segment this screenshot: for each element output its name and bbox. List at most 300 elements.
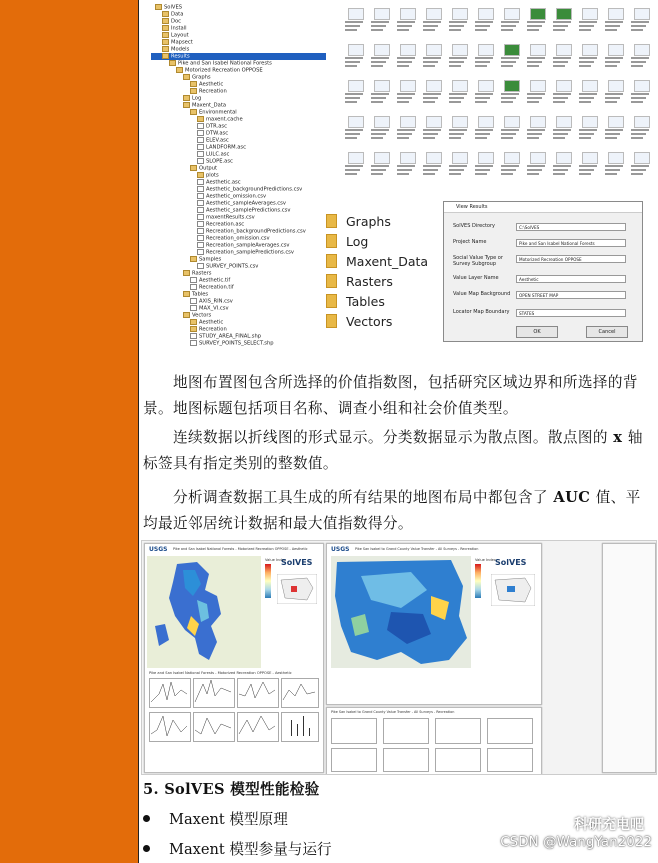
thumbnail-caption [631,169,646,171]
thumbnail-caption [579,97,594,99]
image-thumbnail[interactable] [556,116,572,128]
tree-item[interactable] [197,123,227,130]
image-thumbnail[interactable] [504,8,520,20]
thumbnail-caption [553,129,571,131]
tree-item-label: LULC.asc [206,151,230,158]
tree-item[interactable] [197,228,306,235]
thumbnail-caption [553,25,568,27]
thumbnail-caption [605,61,620,63]
thumbnail-caption [423,133,438,135]
thumbnail-caption [605,65,617,67]
folder-item[interactable] [326,234,368,252]
thumbnail-caption [631,93,649,95]
thumbnail-caption [501,25,516,27]
image-thumbnail[interactable] [582,116,598,128]
thumbnail-caption [371,65,383,67]
tree-item[interactable] [155,4,182,11]
thumbnail-caption [397,29,409,31]
thumbnail-caption [605,93,623,95]
image-thumbnail[interactable] [634,44,650,56]
thumbnail-caption [579,173,591,175]
tree-item-label: Recreation [199,326,227,333]
thumbnail-caption [345,129,363,131]
thumbnail-caption [475,101,487,103]
dialog-select[interactable]: Motorized Recreation OPPOSE [516,255,626,263]
tree-item-label: Aesthetic_samplePredictions.csv [206,207,291,214]
thumbnail-caption [423,173,435,175]
folder-icon [162,53,169,59]
tree-item-label: SolVES [164,4,183,11]
image-thumbnail[interactable] [530,8,546,20]
folder-icon [197,172,204,178]
thumbnail-caption [371,93,389,95]
file-icon [190,333,197,339]
tree-item[interactable] [190,165,217,172]
tree-item[interactable] [197,242,289,249]
file-icon [197,263,204,269]
tree-item-label: Graphs [192,74,211,81]
thumbnail-caption [527,29,539,31]
tree-item[interactable] [197,158,233,165]
thumbnail-caption [501,129,519,131]
image-thumbnail[interactable] [608,152,624,164]
tree-item[interactable] [197,249,294,256]
tree-item[interactable] [162,11,183,18]
tree-item-label: Recreation_samplePredictions.csv [206,249,294,256]
tree-item[interactable] [190,81,223,88]
tree-item[interactable] [197,179,241,186]
tree-item-label: Install [171,25,187,32]
image-thumbnail[interactable] [478,152,494,164]
image-thumbnail[interactable] [608,44,624,56]
folder-icon [183,95,190,101]
dialog-field-label: SolVES Directory [453,223,496,229]
report-page-middle [326,543,542,705]
image-thumbnail[interactable] [608,8,624,20]
folder-icon [190,165,197,171]
file-icon [197,137,204,143]
image-thumbnail[interactable] [582,80,598,92]
folder-item[interactable] [326,254,428,272]
bullet-dot [143,815,150,822]
tree-item-label: Recreation_backgroundPredictions.csv [206,228,306,235]
thumbnail-caption [605,21,623,23]
thumbnail-caption [423,101,435,103]
tree-item-label: Aesthetic.asc [206,179,241,186]
thumbnail-caption [631,57,649,59]
thumbnail-grid-screenshot [342,2,658,180]
thumbnail-caption [397,21,415,23]
image-thumbnail[interactable] [452,8,468,20]
folder-list [326,214,436,340]
image-thumbnail[interactable] [608,80,624,92]
thumbnail-caption [605,133,620,135]
image-thumbnail[interactable] [556,44,572,56]
thumbnail-caption [579,25,594,27]
tree-item-label: LANDFORM.asc [206,144,246,151]
thumbnail-caption [553,93,571,95]
thumbnail-caption [345,97,360,99]
tree-item-label: Doc [171,18,182,25]
tree-item[interactable] [197,172,219,179]
tree-item[interactable] [190,277,230,284]
tree-item[interactable] [197,221,244,228]
directory-field[interactable]: C:\SolVES [516,223,626,231]
tree-item[interactable] [151,53,326,60]
tree-item-label: ELEV.asc [206,137,229,144]
thumbnail-caption [397,173,409,175]
thumbnail-caption [579,61,594,63]
thumbnail-caption [605,169,620,171]
image-thumbnail[interactable] [530,80,546,92]
tree-item[interactable] [162,46,189,53]
image-thumbnail[interactable] [504,116,520,128]
image-thumbnail[interactable] [556,8,572,20]
thumbnail-caption [345,57,363,59]
thumbnail-caption [501,57,519,59]
dialog-title: View Results [444,202,642,213]
image-thumbnail[interactable] [348,152,364,164]
folder-icon [190,109,197,115]
dialog-field-label: Project Name [453,239,487,245]
file-icon [197,179,204,185]
thumbnail-caption [501,65,513,67]
image-thumbnail[interactable] [348,44,364,56]
image-thumbnail[interactable] [634,152,650,164]
thumbnail-caption [553,21,571,23]
tree-item[interactable] [197,207,290,214]
thumbnail-caption [449,129,467,131]
image-thumbnail[interactable] [556,80,572,92]
thumbnail-caption [605,57,623,59]
image-thumbnail[interactable] [530,152,546,164]
thumbnail-caption [449,25,464,27]
cancel-button[interactable]: Cancel [586,326,628,338]
tree-item[interactable] [176,67,263,74]
thumbnail-caption [553,57,571,59]
tree-item[interactable] [197,186,302,193]
image-thumbnail[interactable] [504,152,520,164]
image-thumbnail[interactable] [426,80,442,92]
image-thumbnail[interactable] [400,152,416,164]
thumbnail-caption [475,29,487,31]
tree-item[interactable] [183,95,201,102]
thumbnail-caption [449,29,461,31]
tree-item[interactable] [190,298,233,305]
tree-item[interactable] [183,291,208,298]
tree-item[interactable] [197,144,246,151]
image-thumbnail[interactable] [374,44,390,56]
thumbnail-caption [475,25,490,27]
file-icon [197,151,204,157]
thumbnail-caption [475,169,490,171]
image-thumbnail[interactable] [348,8,364,20]
dialog-field-label: Social Value Type or Survey Subgroup [453,255,503,267]
image-thumbnail[interactable] [478,116,494,128]
tree-item[interactable] [197,151,229,158]
thumbnail-caption [345,93,363,95]
image-thumbnail[interactable] [426,116,442,128]
image-thumbnail[interactable] [556,152,572,164]
thumbnail-caption [397,25,412,27]
thumbnail-caption [553,101,565,103]
image-thumbnail[interactable] [582,8,598,20]
folder-icon [162,25,169,31]
tree-item-label: Recreation [199,88,227,95]
thumbnail-caption [605,137,617,139]
image-thumbnail[interactable] [634,8,650,20]
usgs-logo-mid: USGS [331,546,350,553]
thumbnail-caption [501,101,513,103]
thumbnail-caption [449,173,461,175]
folder-icon [326,214,337,228]
tree-item-label: maxentResults.csv [206,214,255,221]
folder-label: Graphs [346,214,391,229]
tree-item[interactable] [162,39,193,46]
thumbnail-caption [423,29,435,31]
image-thumbnail[interactable] [426,8,442,20]
tree-item[interactable] [190,256,221,263]
thumbnail-caption [553,97,568,99]
thumbnail-caption [345,29,357,31]
file-icon [197,242,204,248]
thumbnail-caption [501,165,519,167]
thumbnail-caption [423,165,441,167]
thumbnail-caption [345,21,363,23]
thumbnail-caption [527,137,539,139]
file-icon [190,340,197,346]
thumbnail-caption [475,21,493,23]
dialog-select[interactable]: Pike and San Isabel National Forests [516,239,626,247]
thumbnail-caption [631,129,649,131]
thumbnail-caption [631,173,643,175]
tree-item[interactable] [197,130,228,137]
locator-map-mid [491,574,535,606]
thumbnail-caption [449,101,461,103]
thumbnail-caption [371,133,386,135]
tree-item[interactable] [190,340,274,347]
tree-item[interactable] [190,333,261,340]
tree-item-label: Models [171,46,190,53]
solves-logo-mid: SolVES [495,558,527,567]
bullet-dot [143,845,150,852]
tree-item[interactable] [190,88,227,95]
image-thumbnail[interactable] [426,44,442,56]
tree-item[interactable] [190,305,229,312]
thumbnail-caption [527,25,542,27]
thumbnail-caption [527,57,545,59]
thumbnail-caption [397,137,409,139]
image-thumbnail[interactable] [452,116,468,128]
tree-item-label: Recreation.asc [206,221,245,228]
thumbnail-caption [449,93,467,95]
tree-item-label: Maxent_Data [192,102,227,109]
dialog-select[interactable]: OPEN STREET MAP [516,291,626,299]
image-thumbnail[interactable] [634,116,650,128]
image-thumbnail[interactable] [452,44,468,56]
tree-item[interactable] [183,102,226,109]
thumbnail-caption [371,61,386,63]
tree-item[interactable] [183,74,211,81]
file-icon [197,214,204,220]
tree-item[interactable] [197,193,266,200]
tree-item-label: DTR.asc [206,123,227,130]
folder-icon [162,11,169,17]
tree-item-label: MAX_VI.csv [199,305,229,312]
image-thumbnail[interactable] [374,116,390,128]
folder-icon [176,67,183,73]
legend-ramp-mid [475,564,481,598]
document-content [139,0,658,863]
image-thumbnail[interactable] [374,8,390,20]
file-icon [197,193,204,199]
tree-item[interactable] [197,263,258,270]
thumbnail-caption [397,101,409,103]
tree-item[interactable] [197,116,243,123]
thumbnail-caption [579,57,597,59]
thumbnail-caption [553,169,568,171]
image-thumbnail[interactable] [608,116,624,128]
thumbnail-caption [475,61,490,63]
thumbnail-caption [423,57,441,59]
tree-item-label: Recreation_sampleAverages.csv [206,242,290,249]
tree-item-label: maxent.cache [206,116,243,123]
file-icon [197,249,204,255]
ok-button[interactable]: OK [516,326,558,338]
thumbnail-caption [371,101,383,103]
map-layout-screenshot [141,540,657,775]
thumbnail-caption [475,65,487,67]
image-thumbnail[interactable] [582,152,598,164]
solves-logo-left: SolVES [281,558,313,567]
watermark-wechat: 科研充电吧 [574,817,644,833]
image-thumbnail[interactable] [504,44,520,56]
thumbnail-caption [475,165,493,167]
image-thumbnail[interactable] [374,80,390,92]
legend-title-left: Value Index [265,558,286,562]
tree-item[interactable] [190,319,223,326]
tree-item[interactable] [190,284,234,291]
image-thumbnail[interactable] [452,80,468,92]
tree-item-label: DTW.asc [206,130,229,137]
thumbnail-caption [371,129,389,131]
folder-item[interactable] [326,274,393,292]
tree-item[interactable] [190,326,227,333]
thumbnail-caption [423,61,438,63]
tree-item[interactable] [197,200,286,207]
thumbnail-caption [397,61,412,63]
file-icon [197,228,204,234]
tree-item[interactable] [197,235,270,242]
folder-icon [326,314,337,328]
tree-item-label: Motorized Recreation OPPOSE [185,67,263,74]
image-thumbnail[interactable] [504,80,520,92]
image-thumbnail[interactable] [426,152,442,164]
thumbnail-caption [423,25,438,27]
thumbnail-caption [501,21,519,23]
tree-item-label: STUDY_AREA_FINAL.shp [199,333,262,340]
thumbnail-caption [475,97,490,99]
thumbnail-caption [631,137,643,139]
dialog-select[interactable]: Aesthetic [516,275,626,283]
image-thumbnail[interactable] [452,152,468,164]
thumbnail-caption [345,25,360,27]
image-thumbnail[interactable] [478,80,494,92]
tree-item[interactable] [190,109,237,116]
tree-item-label: Output [199,165,218,172]
folder-icon [162,32,169,38]
tree-item-label: Recreation.tif [199,284,234,291]
thumbnail-caption [345,101,357,103]
tree-item[interactable] [183,312,211,319]
thumbnail-caption [579,65,591,67]
tree-item-label: Log [192,95,202,102]
thumbnail-caption [527,97,542,99]
thumbnail-caption [605,173,617,175]
image-thumbnail[interactable] [400,44,416,56]
thumbnail-caption [527,173,539,175]
folder-item[interactable] [326,294,385,312]
folder-item[interactable] [326,314,392,332]
thumbnail-caption [605,165,623,167]
thumbnail-caption [553,137,565,139]
tree-item[interactable] [183,270,211,277]
folder-icon [183,291,190,297]
thumbnail-caption [371,173,383,175]
thumbnail-caption [579,129,597,131]
tree-item[interactable] [162,25,187,32]
tree-item[interactable] [197,214,255,221]
thumbnail-caption [475,93,493,95]
thumbnail-caption [553,65,565,67]
image-thumbnail[interactable] [374,152,390,164]
image-thumbnail[interactable] [478,44,494,56]
thumbnail-caption [345,165,363,167]
thumbnail-caption [553,61,568,63]
section-heading: 5. SolVES 模型性能检验 [143,781,320,798]
thumbnail-caption [527,21,545,23]
tree-item[interactable] [162,32,189,39]
tree-item[interactable] [162,18,181,25]
image-thumbnail[interactable] [478,8,494,20]
image-thumbnail[interactable] [634,80,650,92]
thumbnail-caption [579,165,597,167]
folder-item[interactable] [326,214,391,232]
thumbnail-caption [423,21,441,23]
thumbnail-caption [501,169,516,171]
thumbnail-caption [527,169,542,171]
thumbnail-caption [449,137,461,139]
image-thumbnail[interactable] [348,80,364,92]
image-thumbnail[interactable] [400,80,416,92]
image-thumbnail[interactable] [400,116,416,128]
thumbnail-caption [501,137,513,139]
paragraph-2: 连续数据以折线图的形式显示。分类数据显示为散点图。散点图的 x 轴标签具有指定类别的整数值。 [143,429,643,472]
tree-item[interactable] [169,60,272,67]
tree-item[interactable] [197,137,229,144]
file-icon [197,186,204,192]
image-thumbnail[interactable] [530,44,546,56]
image-thumbnail[interactable] [582,44,598,56]
thumbnail-caption [631,97,646,99]
image-thumbnail[interactable] [348,116,364,128]
thumbnail-caption [371,165,389,167]
dialog-select[interactable]: STATES [516,309,626,317]
thumbnail-caption [475,129,493,131]
image-thumbnail[interactable] [400,8,416,20]
tree-item-label: SLOPE.asc [206,158,233,165]
image-thumbnail[interactable] [530,116,546,128]
